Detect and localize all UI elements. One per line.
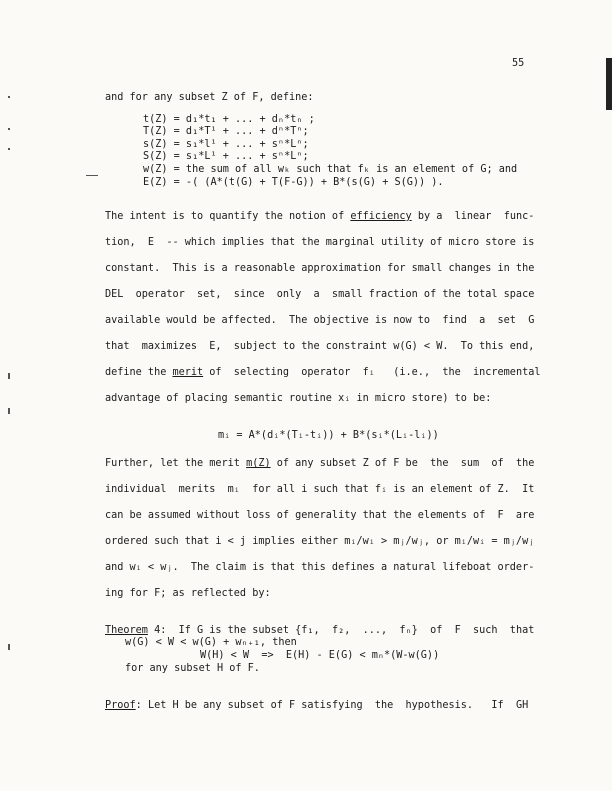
paragraph-line: Further, let the merit m(Z) of any subset Z of F be the sum of the — [105, 458, 535, 469]
merit-term: merit — [172, 367, 204, 378]
scan-speck — [86, 175, 98, 176]
intro-line: and for any subset Z of F, define: — [105, 92, 314, 103]
scan-speck — [8, 644, 10, 650]
paragraph-line: tion, E -- which implies that the marginal utility of micro store is — [105, 237, 535, 248]
scan-speck — [8, 128, 10, 130]
merit-of-subset-term: m(Z) — [246, 458, 271, 469]
theorem-label: Theorem — [105, 625, 148, 636]
definition-E: E(Z) = -( (A*(t(G) + T(F-G)) + B*(s(G) + S(G)) ). — [143, 177, 444, 188]
theorem-line: w(G) < W < w(G) + wₙ₊₁, then — [125, 637, 297, 648]
definition-T: T(Z) = d₁*T¹ + ... + dⁿ*Tⁿ; — [143, 126, 309, 137]
theorem-line: W(H) < W => E(H) - E(G) < mₙ*(W-w(G)) — [200, 650, 440, 661]
paragraph-line: and wᵢ < wⱼ. The claim is that this defines a natural lifeboat order- — [105, 562, 535, 573]
efficiency-term: efficiency — [350, 211, 412, 222]
theorem-line: Theorem 4: If G is the subset {f₁, f₂, ..., fₙ} of F such that — [105, 625, 535, 636]
paragraph-line: ing for F; as reflected by: — [105, 588, 271, 599]
right-edge-mark — [606, 58, 612, 110]
paragraph-line: available would be affected. The objective is now to find a set G — [105, 315, 535, 326]
paragraph-line: that maximizes E, subject to the constraint w(G) < W. To this end, — [105, 341, 535, 352]
definition-s: s(Z) = s₁*l¹ + ... + sⁿ*Lⁿ; — [143, 139, 309, 150]
scan-speck — [8, 96, 10, 98]
theorem-line: for any subset H of F. — [125, 663, 260, 674]
paragraph-line: individual merits mᵢ for all i such that fᵢ is an element of Z. It — [105, 484, 535, 495]
proof-label: Proof — [105, 700, 136, 711]
scan-speck — [8, 148, 10, 150]
scan-speck — [8, 373, 10, 379]
merit-formula: mᵢ = A*(dᵢ*(Tᵢ-tᵢ)) + B*(sᵢ*(Lᵢ-lᵢ)) — [218, 430, 439, 441]
definition-w: w(Z) = the sum of all wₖ such that fₖ is an element of G; and — [143, 164, 518, 175]
definition-S: S(Z) = s₁*L¹ + ... + sⁿ*Lⁿ; — [143, 151, 309, 162]
paragraph-line: constant. This is a reasonable approximation for small changes in the — [105, 263, 535, 274]
paragraph-line: ordered such that i < j implies either mᵢ/wᵢ > mⱼ/wⱼ, or mᵢ/wᵢ = mⱼ/wⱼ — [105, 536, 535, 547]
paragraph-line: advantage of placing semantic routine xᵢ in micro store) to be: — [105, 393, 492, 404]
paragraph-line: The intent is to quantify the notion of efficiency by a linear func- — [105, 211, 535, 222]
paragraph-line: DEL operator set, since only a small fraction of the total space — [105, 289, 535, 300]
page-number: 55 — [512, 58, 525, 69]
proof-line: Proof: Let H be any subset of F satisfying the hypothesis. If GH — [105, 700, 529, 711]
scan-speck — [8, 408, 10, 414]
paragraph-line: can be assumed without loss of generality that the elements of F are — [105, 510, 535, 521]
paragraph-line: define the merit of selecting operator fᵢ (i.e., the incremental — [105, 367, 541, 378]
definition-t: t(Z) = d₁*t₁ + ... + dₙ*tₙ ; — [143, 114, 315, 125]
